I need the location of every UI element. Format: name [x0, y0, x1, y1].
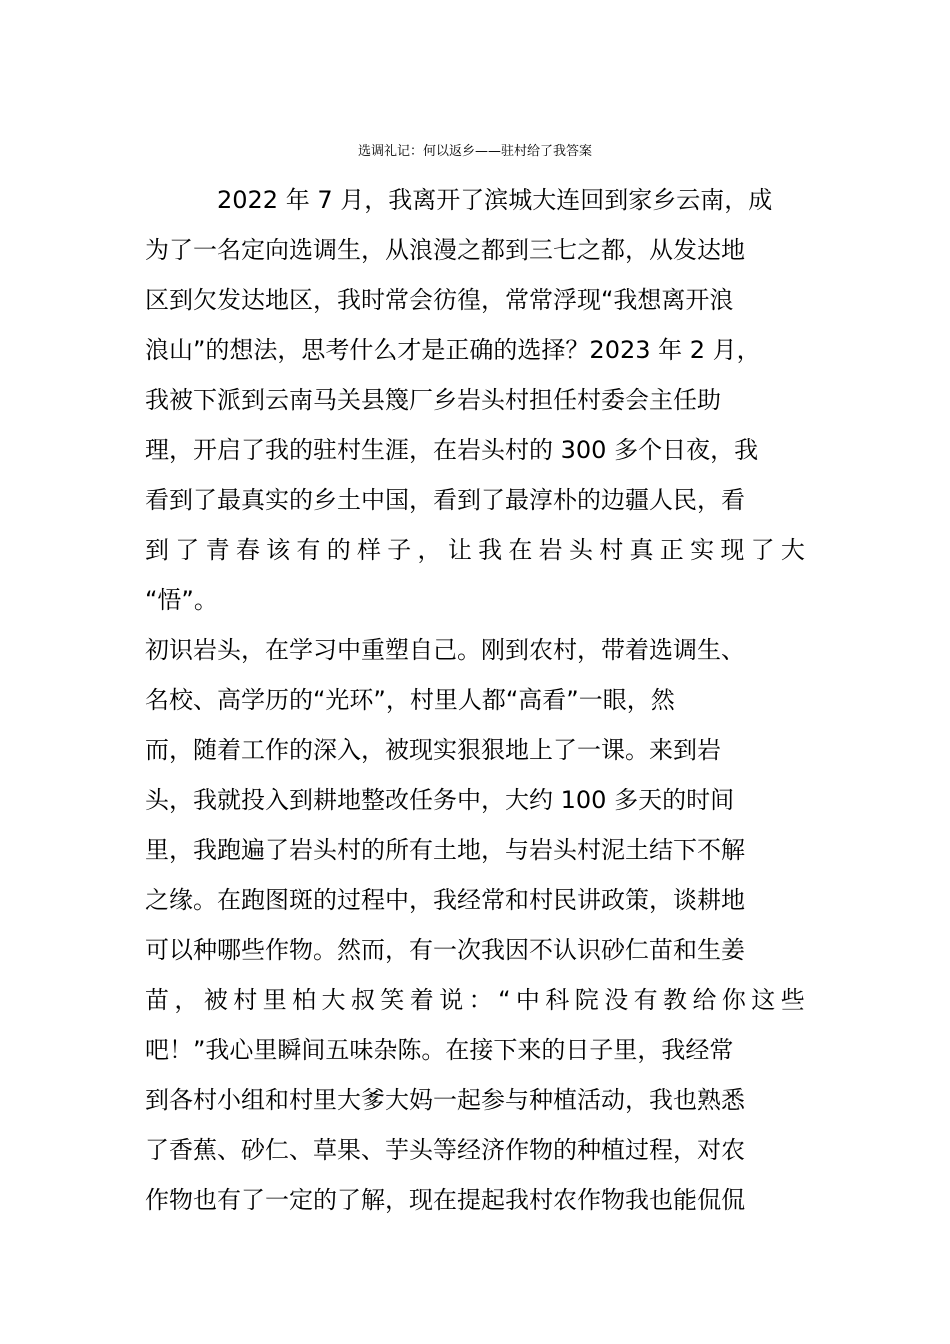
- glyph: 样: [356, 536, 381, 564]
- paragraph-line-justified: [145, 532, 805, 568]
- paragraph-line: 浪山”的想法，思考什么才是正确的选择？2023 年 2 月，: [145, 336, 761, 364]
- glyph: 没: [604, 986, 629, 1014]
- glyph: 说: [439, 986, 464, 1014]
- paragraph-line: 区到欠发达地区，我时常会彷徨，常常浮现“我想离开浪: [145, 286, 734, 314]
- glyph: 院: [574, 986, 599, 1014]
- paragraph-line: 看到了最真实的乡土中国，看到了最淳朴的边疆人民，看: [145, 486, 745, 514]
- glyph: 教: [663, 986, 688, 1014]
- document-title: 选调礼记：何以返乡——驻村给了我答案: [357, 144, 592, 159]
- glyph: 里: [262, 986, 287, 1014]
- paragraph-line: 初识岩头，在学习中重塑自己。刚到农村，带着选调生、: [145, 636, 745, 664]
- glyph: ，: [417, 536, 442, 564]
- paragraph-line: 名校、高学历的“光环”，村里人都“高看”一眼，然: [145, 686, 675, 714]
- glyph: 的: [326, 536, 351, 564]
- glyph: 正: [659, 536, 684, 564]
- glyph: 真: [629, 536, 654, 564]
- paragraph-line: 我被下派到云南马关县篾厂乡岩头村担任村委会主任助: [145, 386, 721, 414]
- glyph: 叔: [350, 986, 375, 1014]
- paragraph-line: “悟”。: [145, 586, 218, 614]
- paragraph-line: 吧！”我心里瞬间五味杂陈。在接下来的日子里，我经常: [145, 1036, 734, 1064]
- paragraph-line: 理，开启了我的驻村生涯，在岩头村的 300 多个日夜，我: [145, 436, 759, 464]
- glyph: 有: [296, 536, 321, 564]
- glyph: 该: [266, 536, 291, 564]
- paragraph-line: 了香蕉、砂仁、草果、芋头等经济作物的种植过程，对农: [145, 1136, 745, 1164]
- paragraph-line: 可以种哪些作物。然而，有一次我因不认识砂仁苗和生姜: [145, 936, 745, 964]
- glyph: 了: [175, 536, 200, 564]
- glyph: 你: [721, 986, 746, 1014]
- glyph: 这: [751, 986, 776, 1014]
- paragraph-line: 作物也有了一定的了解，现在提起我村农作物我也能侃侃: [145, 1186, 745, 1214]
- glyph: 些: [780, 986, 805, 1014]
- paragraph-line: 为了一名定向选调生，从浪漫之都到三七之都，从发达地: [145, 236, 745, 264]
- glyph: 给: [692, 986, 717, 1014]
- glyph: 大: [321, 986, 346, 1014]
- glyph: 大: [780, 536, 805, 564]
- paragraph-line: 头，我就投入到耕地整改任务中，大约 100 多天的时间: [145, 786, 735, 814]
- glyph: ：: [468, 986, 493, 1014]
- glyph: 村: [233, 986, 258, 1014]
- glyph: 笑: [380, 986, 405, 1014]
- paragraph-line: 到各村小组和村里大爹大妈一起参与种植活动，我也熟悉: [145, 1086, 745, 1114]
- glyph: 科: [545, 986, 570, 1014]
- glyph: 春: [235, 536, 260, 564]
- paragraph-line: 里，我跑遍了岩头村的所有土地，与岩头村泥土结下不解: [145, 836, 745, 864]
- paragraph-line-justified: [145, 982, 805, 1018]
- glyph: 苗: [145, 986, 169, 1014]
- glyph: 让: [447, 536, 472, 564]
- glyph: 柏: [292, 986, 317, 1014]
- glyph: 青: [205, 536, 230, 564]
- glyph: 到: [145, 536, 169, 564]
- paragraph-line: 而，随着工作的深入，被现实狠狠地上了一课。来到岩: [145, 736, 721, 764]
- glyph: 头: [568, 536, 593, 564]
- glyph: 村: [599, 536, 624, 564]
- glyph: 我: [478, 536, 503, 564]
- glyph: 有: [633, 986, 658, 1014]
- paragraph-line: 2022 年 7 月，我离开了滨城大连回到家乡云南，成: [145, 186, 773, 214]
- paragraph-line: 之缘。在跑图斑的过程中，我经常和村民讲政策，谈耕地: [145, 886, 745, 914]
- glyph: 中: [515, 986, 540, 1014]
- glyph: 被: [203, 986, 228, 1014]
- glyph: 着: [409, 986, 434, 1014]
- glyph: 在: [508, 536, 533, 564]
- glyph: “: [498, 986, 511, 1014]
- glyph: 现: [720, 536, 745, 564]
- glyph: 实: [690, 536, 715, 564]
- glyph: 子: [387, 536, 412, 564]
- glyph: ，: [174, 986, 199, 1014]
- glyph: 岩: [538, 536, 563, 564]
- glyph: 了: [750, 536, 775, 564]
